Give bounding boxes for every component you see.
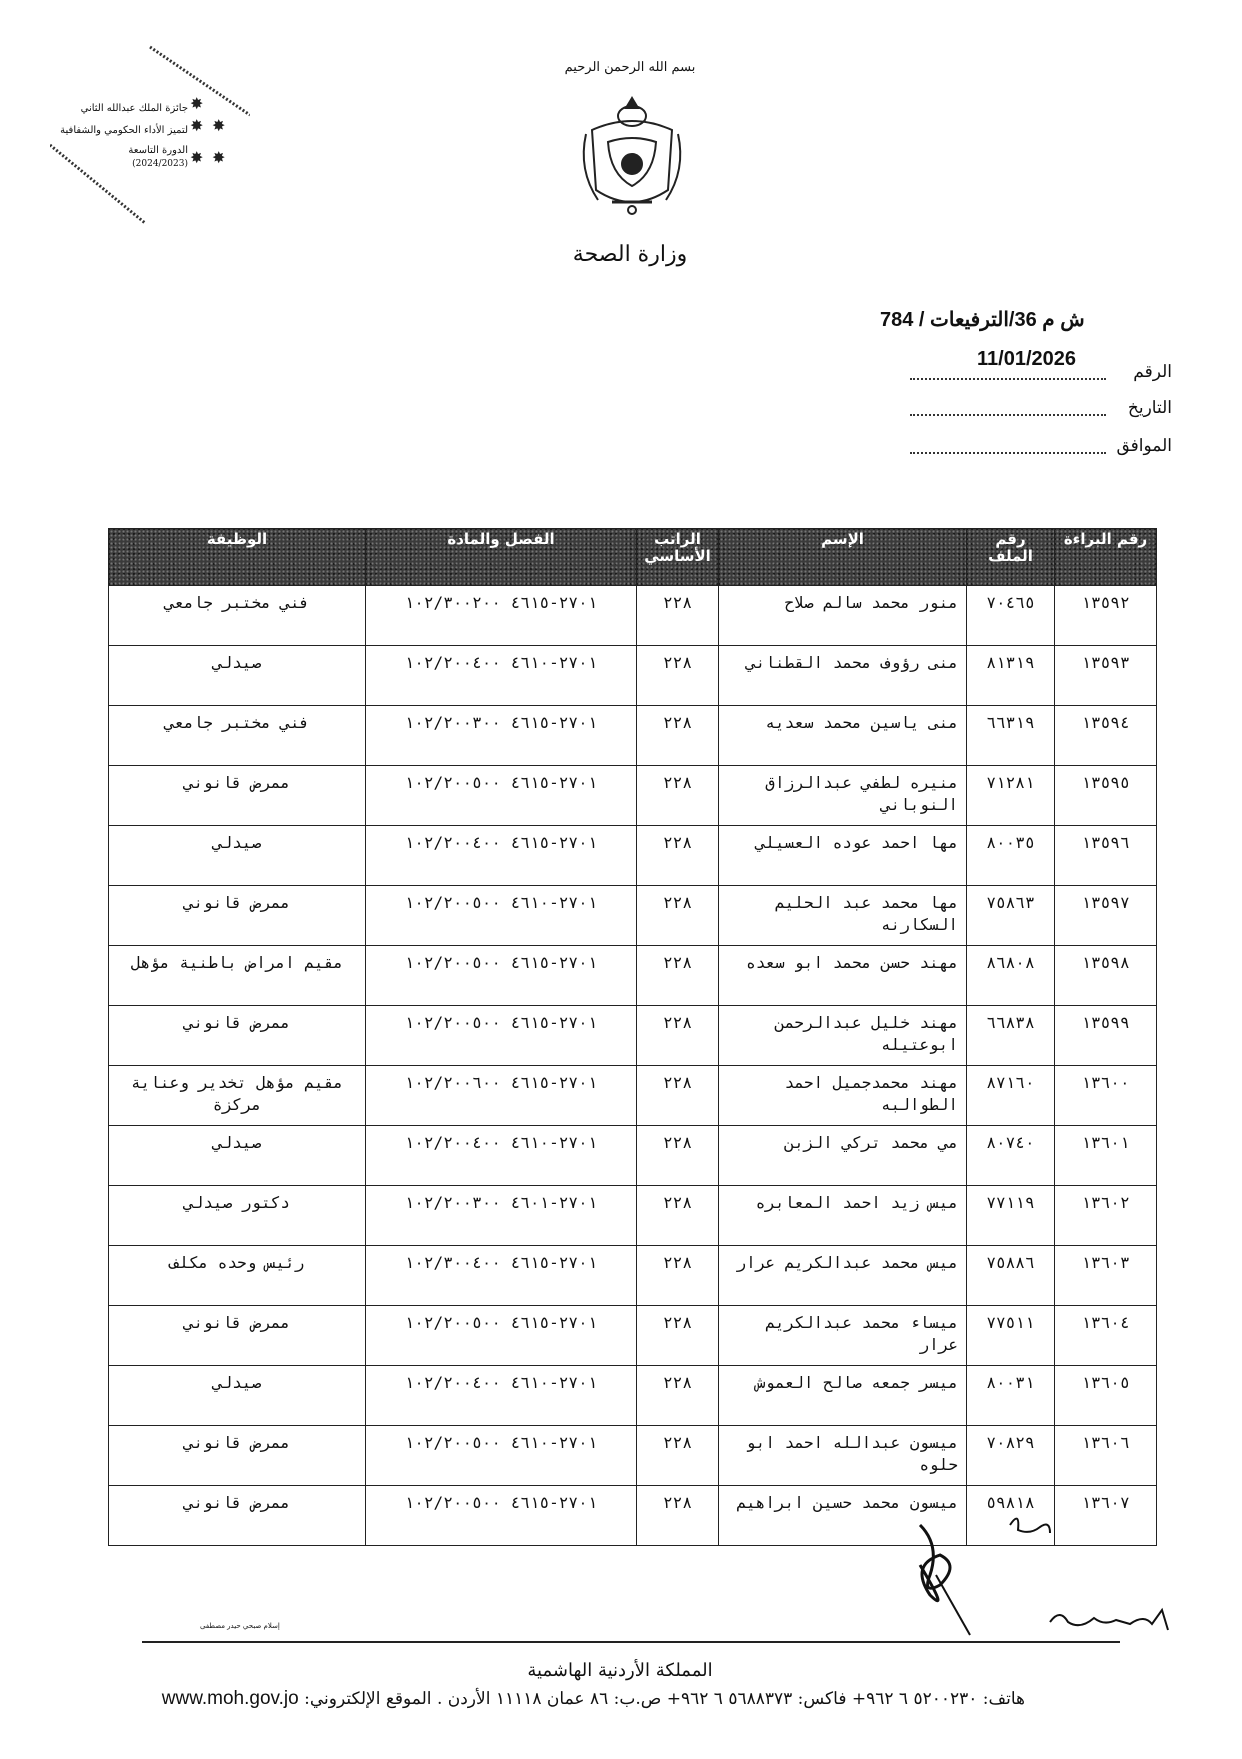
cell-name: ميس زيد احمد المعابره [719, 1186, 967, 1246]
cell-job: دكتور صيدلي [109, 1186, 366, 1246]
signature-icon [900, 1505, 1060, 1645]
cell-name: مها احمد عوده العسيلي [719, 826, 967, 886]
cell-file-no: ٧٧١١٩ [967, 1186, 1055, 1246]
cell-job: فني مختبر جامعي [109, 586, 366, 646]
cell-section-article: ٢٧٠١-٤٦١٠ ١٠٢/٢٠٠٥٠٠ [366, 886, 637, 946]
cell-basic-salary: ٢٢٨ [637, 1366, 719, 1426]
cell-basic-salary: ٢٢٨ [637, 1246, 719, 1306]
cell-case-no: ١٣٦٠٥ [1055, 1366, 1157, 1426]
cell-job: ممرض قانوني [109, 1306, 366, 1366]
cell-section-article: ٢٧٠١-٤٦١٥ ١٠٢/٢٠٠٣٠٠ [366, 706, 637, 766]
cell-name: مهند محمدجميل احمد الطوالبه [719, 1066, 967, 1126]
ministry-name: وزارة الصحة [572, 242, 688, 267]
header-case-no: رقم البراءة [1055, 529, 1157, 586]
dotted-line [910, 378, 1106, 380]
dotted-line [910, 414, 1106, 416]
cell-file-no: ٥٩٨١٨ [967, 1486, 1055, 1546]
table-row [109, 946, 1157, 1006]
cell-case-no: ١٣٦٠٤ [1055, 1306, 1157, 1366]
svg-text:✸: ✸ [190, 94, 204, 113]
cell-name: ميسر جمعه صالح العموش [719, 1366, 967, 1426]
header-section-article: الفصل والمادة [366, 529, 637, 586]
cell-file-no: ٨٠٠٣٥ [967, 826, 1055, 886]
header-name: الإسم [719, 529, 967, 586]
cell-case-no: ١٣٦٠٠ [1055, 1066, 1157, 1126]
reference-corresponding-label: الموافق [1116, 436, 1172, 456]
cell-job: ممرض قانوني [109, 1006, 366, 1066]
cell-section-article: ٢٧٠١-٤٦١٥ ١٠٢/٢٠٠٤٠٠ [366, 826, 637, 886]
footer-divider [142, 1641, 1120, 1643]
cell-section-article: ٢٧٠١-٤٦١٥ ١٠٢/٢٠٠٥٠٠ [366, 1306, 637, 1366]
kingdom-name: المملكة الأردنية الهاشمية [527, 1660, 713, 1681]
reference-date-label: التاريخ [1127, 398, 1172, 418]
reference-number-row [910, 362, 1172, 386]
table-row [109, 766, 1157, 826]
cell-case-no: ١٣٦٠٧ [1055, 1486, 1157, 1546]
contact-text: هاتف: ٥٢٠٠٢٣٠ ٦ ٩٦٢+ فاكس: ٥٦٨٨٣٧٣ ٦ ٩٦٢+ ص.ب: ٨٦ عمان ١١١١٨ الأردن . الموقع الإلكتروني: [304, 1689, 1025, 1709]
cell-basic-salary: ٢٢٨ [637, 1426, 719, 1486]
cell-basic-salary: ٢٢٨ [637, 646, 719, 706]
cell-section-article: ٢٧٠١-٤٦١٠ ١٠٢/٢٠٠٥٠٠ [366, 1426, 637, 1486]
cell-name: ميساء محمد عبدالكريم عرار [719, 1306, 967, 1366]
svg-text:✸: ✸ [212, 116, 226, 135]
table-row [109, 1306, 1157, 1366]
cell-case-no: ١٣٦٠٢ [1055, 1186, 1157, 1246]
award-line-3: الدورة التاسعة [128, 145, 188, 156]
cell-case-no: ١٣٥٩٥ [1055, 766, 1157, 826]
reference-date-row [910, 398, 1172, 422]
award-line-4: (2024/2023) [132, 159, 188, 169]
cell-file-no: ٧٠٨٢٩ [967, 1426, 1055, 1486]
award-line-2: لتميز الأداء الحكومي والشفافية [60, 125, 188, 136]
cell-case-no: ١٣٥٩٧ [1055, 886, 1157, 946]
cell-section-article: ٢٧٠١-٤٦١٥ ١٠٢/٢٠٠٥٠٠ [366, 766, 637, 826]
cell-file-no: ٨٠٠٣١ [967, 1366, 1055, 1426]
cell-case-no: ١٣٥٩٩ [1055, 1006, 1157, 1066]
cell-case-no: ١٣٥٩٣ [1055, 646, 1157, 706]
cell-name: ميس محمد عبدالكريم عرار [719, 1246, 967, 1306]
cell-basic-salary: ٢٢٨ [637, 586, 719, 646]
reference-number-label: الرقم [1133, 362, 1172, 382]
cell-basic-salary: ٢٢٨ [637, 1066, 719, 1126]
cell-file-no: ٨٠٧٤٠ [967, 1126, 1055, 1186]
cell-basic-salary: ٢٢٨ [637, 706, 719, 766]
cell-basic-salary: ٢٢٨ [637, 1486, 719, 1546]
coat-of-arms-icon [568, 90, 696, 220]
cell-job: ممرض قانوني [109, 766, 366, 826]
cell-section-article: ٢٧٠١-٤٦١٥ ١٠٢/٢٠٠٦٠٠ [366, 1066, 637, 1126]
reference-number: ش م 36/الترفيعات / 784 [880, 309, 1085, 331]
cell-case-no: ١٣٥٩٤ [1055, 706, 1157, 766]
header-file-no: رقم الملف [967, 529, 1055, 586]
cell-name: منور محمد سالم صلاح [719, 586, 967, 646]
cell-case-no: ١٣٥٩٨ [1055, 946, 1157, 1006]
cell-file-no: ٧١٢٨١ [967, 766, 1055, 826]
cell-basic-salary: ٢٢٨ [637, 826, 719, 886]
cell-file-no: ٦٦٨٣٨ [967, 1006, 1055, 1066]
cell-section-article: ٢٧٠١-٤٦١٠ ١٠٢/٢٠٠٤٠٠ [366, 1126, 637, 1186]
cell-section-article: ٢٧٠١-٤٦١٥ ١٠٢/٢٠٠٥٠٠ [366, 1486, 637, 1546]
table-row [109, 1366, 1157, 1426]
reference-corresponding-row [910, 436, 1172, 460]
svg-text:✸: ✸ [190, 116, 204, 135]
header-basic-salary: الراتب الأساسي [637, 529, 719, 586]
cell-section-article: ٢٧٠١-٤٦١٥ ١٠٢/٢٠٠٥٠٠ [366, 946, 637, 1006]
cell-file-no: ٨٦٨٠٨ [967, 946, 1055, 1006]
cell-name: مهند خليل عبدالرحمن ابوعتيله [719, 1006, 967, 1066]
cell-job: صيدلي [109, 1366, 366, 1426]
contact-info [161, 1688, 1025, 1710]
small-note: إسلام صبحي حيدر مصطفى [200, 1622, 280, 1630]
cell-basic-salary: ٢٢٨ [637, 886, 719, 946]
table-row [109, 1426, 1157, 1486]
table-row [109, 1006, 1157, 1066]
cell-section-article: ٢٧٠١-٤٦١٠ ١٠٢/٢٠٠٤٠٠ [366, 646, 637, 706]
cell-case-no: ١٣٦٠١ [1055, 1126, 1157, 1186]
promotions-table [108, 528, 1157, 1546]
cell-basic-salary: ٢٢٨ [637, 1306, 719, 1366]
cell-name: منيره لطفي عبدالرزاق النوباني [719, 766, 967, 826]
table-header-row [109, 529, 1157, 586]
cell-job: ممرض قانوني [109, 886, 366, 946]
cell-job: صيدلي [109, 1126, 366, 1186]
svg-text:✸: ✸ [190, 148, 204, 167]
signature [900, 1505, 1060, 1645]
cell-case-no: ١٣٥٩٦ [1055, 826, 1157, 886]
cell-name: منى ياسين محمد سعديه [719, 706, 967, 766]
cell-file-no: ٧٥٨٨٦ [967, 1246, 1055, 1306]
cell-name: مهند حسن محمد ابو سعده [719, 946, 967, 1006]
table-row [109, 1186, 1157, 1246]
cell-job: ممرض قانوني [109, 1426, 366, 1486]
cell-file-no: ٦٦٣١٩ [967, 706, 1055, 766]
cell-file-no: ٧٠٤٦٥ [967, 586, 1055, 646]
cell-name: ميسون محمد حسين ابراهيم [719, 1486, 967, 1546]
cell-job: فني مختبر جامعي [109, 706, 366, 766]
svg-text:✸: ✸ [212, 148, 226, 167]
cell-job: مقيم مؤهل تخدير وعناية مركزة [109, 1066, 366, 1126]
dotted-line [910, 452, 1106, 454]
cell-file-no: ٨٧١٦٠ [967, 1066, 1055, 1126]
closing-handwriting-icon [1040, 1600, 1180, 1640]
cell-basic-salary: ٢٢٨ [637, 946, 719, 1006]
cell-basic-salary: ٢٢٨ [637, 766, 719, 826]
cell-job: مقيم امراض باطنية مؤهل [109, 946, 366, 1006]
cell-job: صيدلي [109, 826, 366, 886]
cell-basic-salary: ٢٢٨ [637, 1126, 719, 1186]
basmala: بسم الله الرحمن الرحيم [564, 60, 696, 75]
table-row [109, 886, 1157, 946]
table-row [109, 1246, 1157, 1306]
cell-file-no: ٨١٣١٩ [967, 646, 1055, 706]
cell-file-no: ٧٥٨٦٣ [967, 886, 1055, 946]
cell-section-article: ٢٧٠١-٤٦١٠ ١٠٢/٢٠٠٤٠٠ [366, 1366, 637, 1426]
cell-basic-salary: ٢٢٨ [637, 1186, 719, 1246]
cell-name: منى رؤوف محمد القطناني [719, 646, 967, 706]
award-stamp [50, 45, 250, 225]
cell-section-article: ٢٧٠١-٤٦٠١ ١٠٢/٢٠٠٣٠٠ [366, 1186, 637, 1246]
cell-basic-salary: ٢٢٨ [637, 1006, 719, 1066]
header-job: الوظيفة [109, 529, 366, 586]
table-row [109, 706, 1157, 766]
award-line-1: جائزة الملك عبدالله الثاني [80, 103, 188, 114]
cell-section-article: ٢٧٠١-٤٦١٥ ١٠٢/٢٠٠٥٠٠ [366, 1006, 637, 1066]
cell-name: مي محمد تركي الزبن [719, 1126, 967, 1186]
cell-job: ممرض قانوني [109, 1486, 366, 1546]
cell-name: ميسون عبدالله احمد ابو حلوه [719, 1426, 967, 1486]
website-link[interactable]: www.moh.gov.jo [161, 1688, 299, 1709]
table-row [109, 646, 1157, 706]
table-row [109, 826, 1157, 886]
cell-case-no: ١٣٦٠٦ [1055, 1426, 1157, 1486]
table-row [109, 1066, 1157, 1126]
cell-section-article: ٢٧٠١-٤٦١٥ ١٠٢/٣٠٠٢٠٠ [366, 586, 637, 646]
table-row [109, 1126, 1157, 1186]
table-row [109, 586, 1157, 646]
cell-file-no: ٧٧٥١١ [967, 1306, 1055, 1366]
reference-date: 11/01/2026 [977, 348, 1076, 370]
cell-case-no: ١٣٦٠٣ [1055, 1246, 1157, 1306]
cell-job: صيدلي [109, 646, 366, 706]
cell-job: رئيس وحده مكلف [109, 1246, 366, 1306]
cell-section-article: ٢٧٠١-٤٦١٥ ١٠٢/٣٠٠٤٠٠ [366, 1246, 637, 1306]
closing-mark [1040, 1600, 1180, 1640]
cell-name: مها محمد عبد الحليم السكارنه [719, 886, 967, 946]
cell-case-no: ١٣٥٩٢ [1055, 586, 1157, 646]
